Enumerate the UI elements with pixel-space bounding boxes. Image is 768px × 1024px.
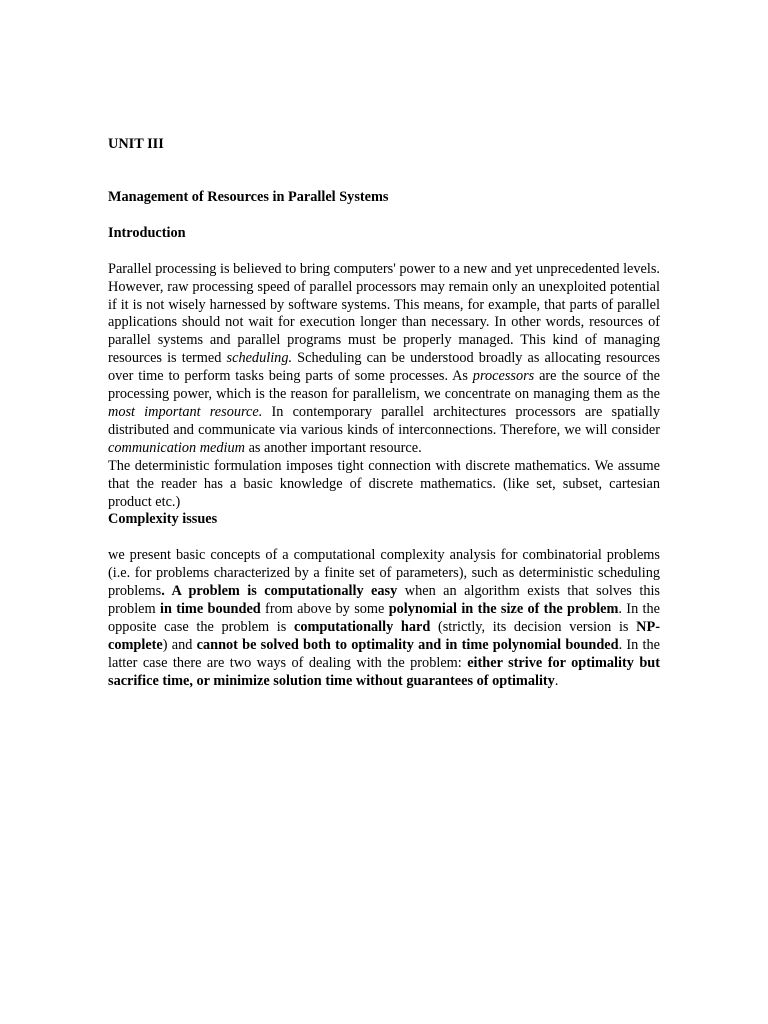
section-title: Management of Resources in Parallel Systems — [108, 188, 389, 205]
intro-para-segment: scheduling. — [226, 350, 293, 367]
complexity-para-segment: . A problem is computationally easy — [161, 583, 398, 600]
document-page — [108, 136, 660, 691]
complexity-para-segment: from above by some — [260, 601, 389, 618]
deterministic-paragraph: The deterministic formulation imposes tight connection with discrete mathematics. We assume that the reader has a basic knowledge of discrete mathematics. (like set, subset, cartesian product etc.) — [108, 457, 660, 510]
intro-para-segment: processors — [472, 368, 535, 385]
unit-title: UNIT III — [108, 136, 164, 152]
complexity-para-segment: computationally hard — [293, 618, 431, 635]
intro-para-segment: are the source of the processing power, which is the reason for parallelism, we concentrate on managing them as the — [108, 368, 660, 403]
complexity-para-segment: polynomial in the size of the problem — [388, 601, 619, 618]
intro-para-segment: Parallel processing is believed to bring computers' power to a new and yet unprecedented levels. However, raw processing speed of parallel processors may remain only an unexploited potential if it is not wisely harnessed by software systems. This means, for example, that parts of parallel applications should not wait for execution longer than necessary. In other words, resources of parallel systems and parallel programs must be properly managed. This kind of managing resources is termed — [108, 260, 660, 367]
intro-para-segment: In contemporary parallel architectures processors are spatially distributed and communicate via various kinds of interconnections. Therefore, we will consider — [108, 403, 660, 438]
complexity-paragraph — [108, 547, 660, 690]
complexity-para-segment: . In the opposite case the problem is — [108, 601, 660, 635]
introduction-heading: Introduction — [108, 224, 186, 241]
complexity-para-segment: . — [554, 672, 559, 689]
introduction-paragraph — [108, 261, 660, 458]
complexity-para-segment: in time bounded — [159, 601, 261, 618]
intro-para-segment: most important resource. — [108, 403, 263, 420]
complexity-heading: Complexity issues — [108, 511, 218, 528]
intro-para-segment: communication medium — [108, 439, 245, 456]
intro-para-segment: as another important resource. — [245, 439, 422, 456]
complexity-para-segment: NP-complete — [108, 618, 660, 653]
complexity-para-segment: ) and — [162, 636, 197, 653]
complexity-para-segment: cannot be solved both to optimality and in time polynomial bounded — [196, 636, 619, 653]
complexity-para-segment: when an algorithm exists that solves this problem — [108, 583, 660, 618]
complexity-para-segment: either strive for optimality but sacrifice time, or minimize solution time without guarantees of optimality — [108, 654, 660, 689]
complexity-para-segment: . In the latter case there are two ways of dealing with the problem: — [108, 636, 660, 671]
intro-para-segment: Scheduling can be understood broadly as allocating resources over time to perform tasks being parts of some processes. As — [108, 350, 661, 385]
complexity-para-segment: (strictly, its decision version is — [430, 618, 637, 635]
complexity-para-segment: we present basic concepts of a computational complexity analysis for combinatorial problems (i.e. for problems characterized by a finite set of parameters), such as deterministic scheduling problems — [108, 547, 660, 600]
